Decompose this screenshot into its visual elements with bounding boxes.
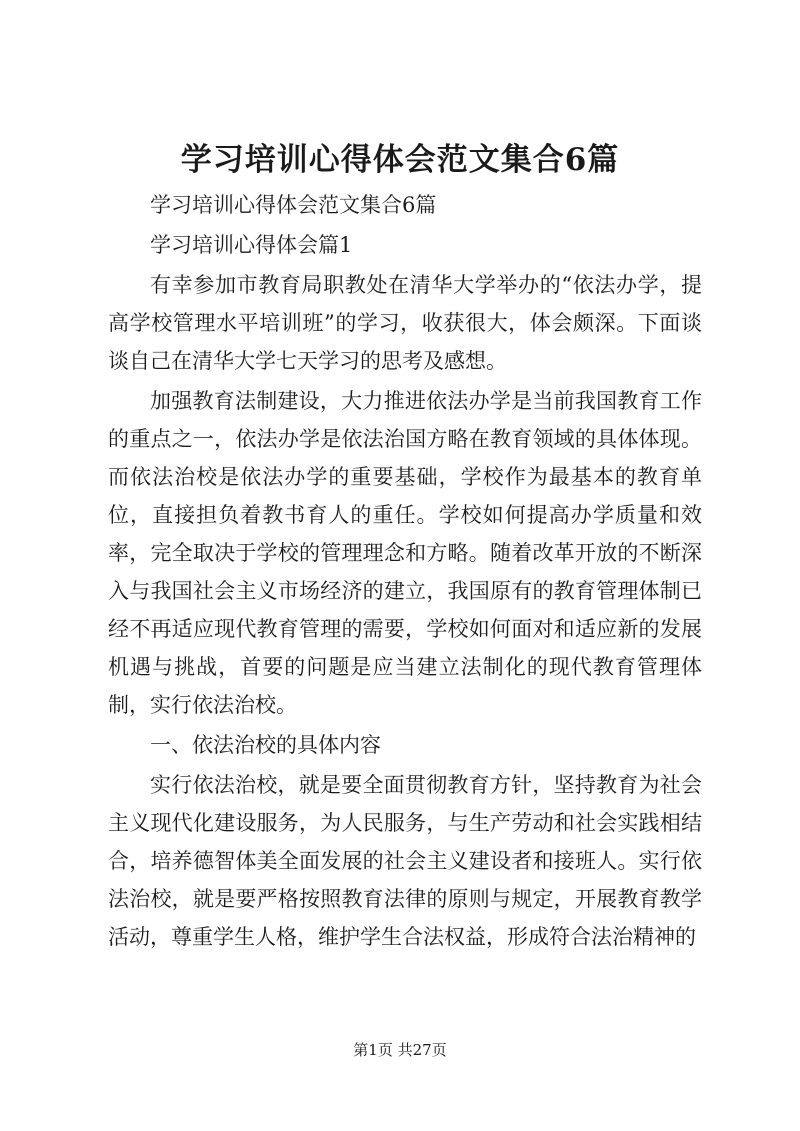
paragraph-body-1: 加强教育法制建设，大力推进依法办学是当前我国教育工作的重点之一，依法办学是依法治国方略在教育领域的具体体现。而依法治校是依法办学的重要基础，学校作为最基本的教育单位，直接担负着教书育人的重任。学校如何提高办学质量和效率，完全取决于学校的管理理念和方略。随着改革开放的不断深入与我国社会主义市场经济的建立，我国原有的教育管理体制已经不再适应现代教育管理的需要，学校如何面对和适应新的发展机遇与挑战，首要的问题是应当建立法制化的现代教育管理体制，实行依法治校。 <box>108 389 702 717</box>
paragraph-subtitle: 学习培训心得体会范文集合6篇 <box>150 193 437 217</box>
document-body <box>108 186 702 956</box>
paragraph-section-heading: 学习培训心得体会篇1 <box>150 233 353 257</box>
document-title: 学习培训心得体会范文集合6篇 <box>180 142 620 178</box>
paragraph-body-2: 实行依法治校，就是要全面贯彻教育方针，坚持教育为社会主义现代化建设服务，为人民服务，与生产劳动和社会实践相结合，培养德智体美全面发展的社会主义建设者和接班人。实行依法治校，就是要严格按照教育法律的原则与规定，开展教育教学活动，尊重学生人格，维护学生合法权益，形成符合法治精神的 <box>108 773 702 949</box>
paragraph-subheading: 一、依法治校的具体内容 <box>150 733 381 757</box>
page-footer: 第1页 共27页 <box>353 1041 447 1059</box>
paragraph-intro: 有幸参加市教育局职教处在清华大学举办的“依法办学，提高学校管理水平培训班”的学习，收获很大，体会颇深。下面谈谈自己在清华大学七天学习的思考及感想。 <box>108 273 702 373</box>
